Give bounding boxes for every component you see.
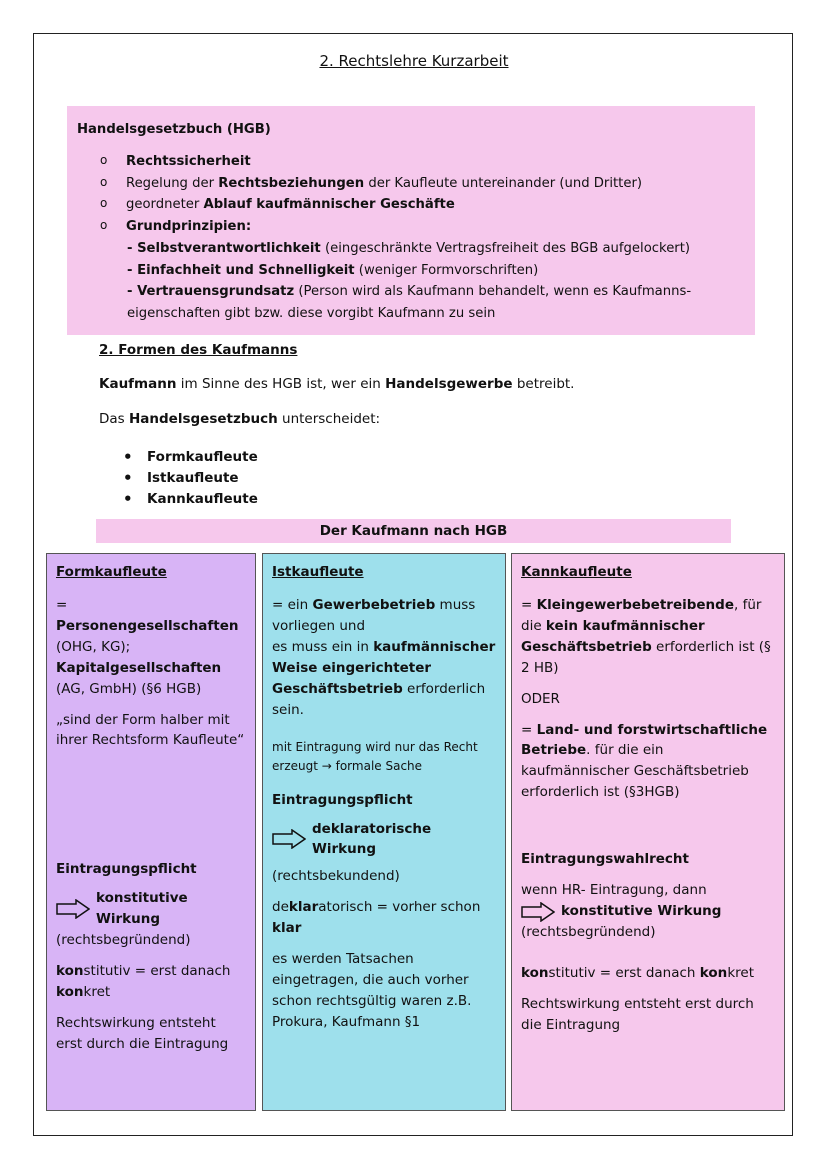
- formen-section: [99, 340, 749, 510]
- kaufmann-definition: Kaufmann im Sinne des HGB ist, wer ein Handelsgewerbe betreibt.: [99, 376, 575, 393]
- col2-pflicht: Eintragungspflicht: [272, 791, 413, 808]
- column-heading: Kannkaufleute: [521, 564, 632, 580]
- col3-wenn: wenn HR- Eintragung, dann: [521, 882, 707, 899]
- formkaufleute-column: [46, 553, 256, 1111]
- arrow-right-icon: [521, 902, 555, 922]
- col2-deklaratorisch: deklaratorisch = vorher schon klar: [272, 899, 481, 937]
- list-item: o Rechtssicherheit: [100, 151, 745, 173]
- grundprinzipien-sublist: [77, 238, 745, 303]
- kaufmann-banner: Der Kaufmann nach HGB: [96, 519, 731, 543]
- col3-rechtswirkung: Rechtswirkung entsteht erst durch die Eintragung: [521, 995, 754, 1033]
- col2-tatsachen: es werden Tatsachen eingetragen, die auch vorher schon rechtsgültig waren z.B. Prokura, Kaufmann §1: [272, 951, 472, 1030]
- col2-definition: = ein Gewerbebetrieb muss vorliegen und es muss ein in kaufmännischer Weise eingerichteter Geschäftsbetrieb erforderlich sein.: [272, 596, 496, 718]
- col1-konstitutiv: konstitutiv = erst danach konkret: [56, 963, 231, 1000]
- col1-wirkung: konstitutive Wirkung: [96, 890, 188, 928]
- col2-wirkung: deklaratorische Wirkung: [312, 820, 432, 858]
- col1-wirkung-line: [56, 888, 246, 930]
- sub-item: - Vertrauensgrundsatz (Person wird als Kaufmann behandelt, wenn es Kaufmanns-: [127, 284, 692, 300]
- istkaufleute-column: [262, 553, 506, 1111]
- col1-rechtswirkung: Rechtswirkung entsteht erst durch die Eintragung: [56, 1014, 229, 1052]
- col2-wirkung-note: (rechtsbekundend): [272, 868, 400, 885]
- col1-pflicht: Eintragungspflicht: [56, 861, 197, 878]
- hgb-box: [67, 106, 755, 335]
- list-item: • Kannkaufleute: [123, 489, 749, 510]
- col3-wirkung: konstitutive Wirkung: [561, 903, 722, 920]
- arrow-right-icon: [272, 829, 306, 849]
- col1-quote: „sind der Form halber mit ihrer Rechtsform Kaufleute“: [56, 711, 245, 749]
- list-item: o geordneter Ablauf kaufmännischer Geschäfte: [100, 194, 745, 216]
- col2-note: mit Eintragung wird nur das Recht erzeugt → formale Sache: [272, 740, 478, 774]
- formen-heading: 2. Formen des Kaufmanns: [99, 342, 298, 358]
- page-title: 2. Rechtslehre Kurzarbeit: [319, 52, 509, 70]
- col1-definition: = Personengesellschaften (OHG, KG); Kapitalgesellschaften (AG, GmbH) (§6 HGB): [56, 596, 239, 697]
- col2-wirkung-line: [272, 819, 496, 861]
- sub-item-continuation: eigenschaften gibt bzw. diese vorgibt Kaufmann zu sein: [127, 306, 496, 322]
- sub-item: - Selbstverantwortlichkeit (eingeschränkte Vertragsfreiheit des BGB aufgelockert): [127, 240, 691, 256]
- col3-definition-1: = Kleingewerbebetreibende, für die kein kaufmännischer Geschäftsbetrieb erforderlich ist (§ 2 HB): [521, 596, 771, 676]
- hgb-title: Handelsgesetzbuch (HGB): [77, 122, 271, 137]
- kaufmann-types-list: [99, 447, 749, 510]
- col3-oder: ODER: [521, 690, 560, 707]
- column-heading: Formkaufleute: [56, 564, 167, 580]
- col3-wahlrecht: Eintragungswahlrecht: [521, 851, 689, 868]
- list-item: • Istkaufleute: [123, 468, 749, 489]
- col1-wirkung-note: (rechtsbegründend): [56, 932, 191, 949]
- kannkaufleute-column: [511, 553, 785, 1111]
- col3-definition-2: = Land- und forstwirtschaftliche Betriebe. für die ein kaufmännischer Geschäftsbetrieb erforderlich ist (§3HGB): [521, 721, 768, 801]
- list-item: • Formkaufleute: [123, 447, 749, 468]
- list-item: o Regelung der Rechtsbeziehungen der Kaufleute untereinander (und Dritter): [100, 173, 745, 195]
- sub-item: - Einfachheit und Schnelligkeit (weniger Formvorschriften): [127, 262, 539, 278]
- col3-wirkung-line: [521, 901, 775, 922]
- col3-wirkung-note: (rechtsbegründend): [521, 923, 656, 940]
- col3-konstitutiv: konstitutiv = erst danach konkret: [521, 964, 754, 981]
- hgb-unterscheidet: Das Handelsgesetzbuch unterscheidet:: [99, 410, 381, 427]
- column-heading: Istkaufleute: [272, 564, 364, 580]
- arrow-right-icon: [56, 899, 90, 919]
- hgb-list: [77, 151, 745, 238]
- list-item: o Grundprinzipien:: [100, 216, 745, 238]
